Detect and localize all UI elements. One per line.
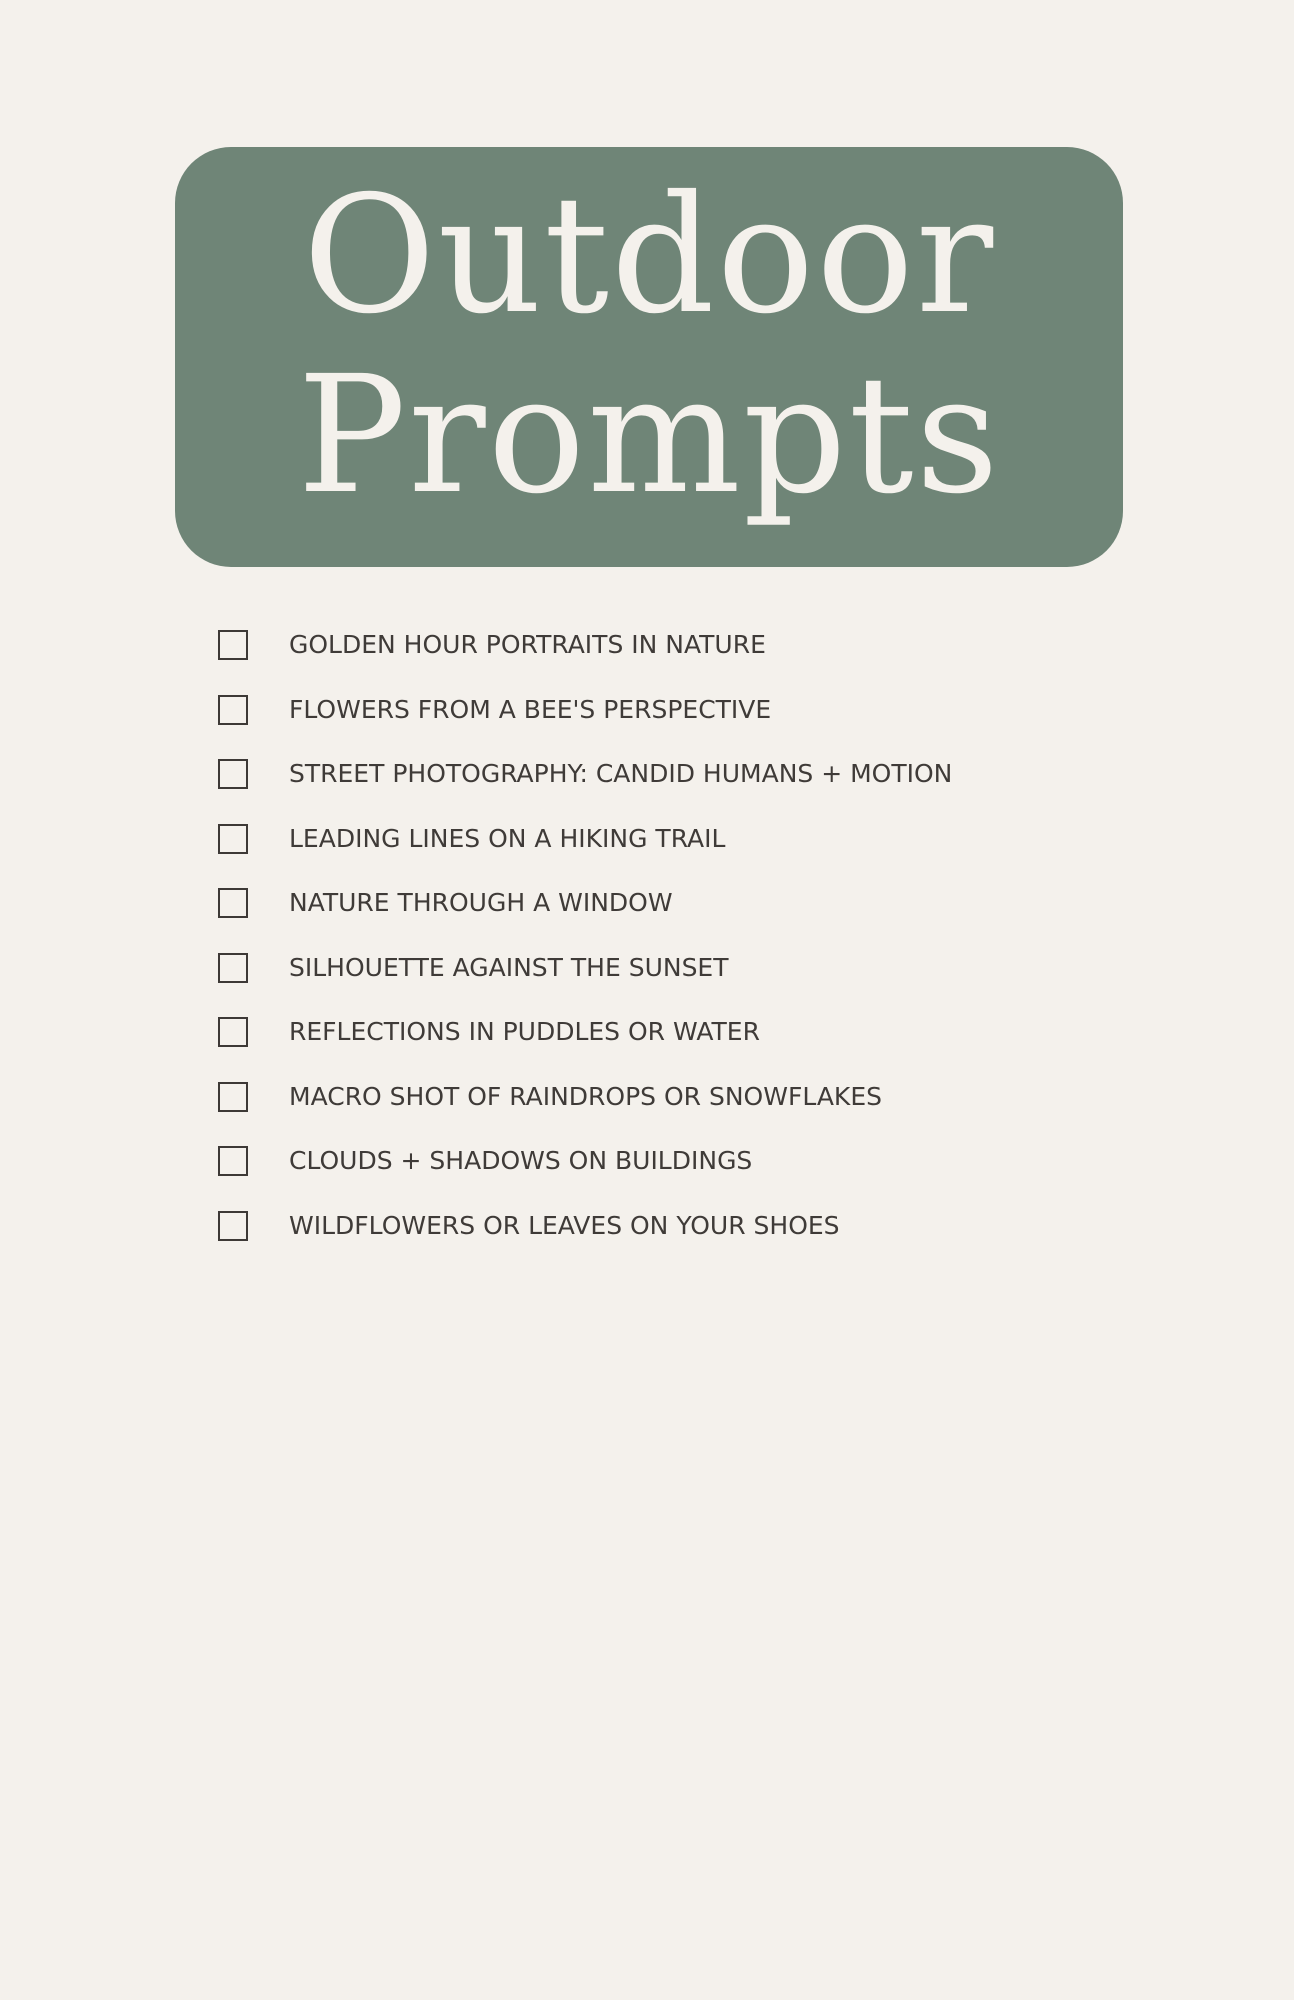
- checklist-item-label: CLOUDS + SHADOWS ON BUILDINGS: [289, 1146, 753, 1175]
- checklist-item-label: REFLECTIONS IN PUDDLES OR WATER: [289, 1017, 760, 1046]
- checklist-item: [218, 951, 1118, 1016]
- checklist-item-label: NATURE THROUGH A WINDOW: [289, 888, 673, 917]
- checkbox[interactable]: [218, 1082, 248, 1112]
- checklist-item: [218, 1015, 1118, 1080]
- checkbox[interactable]: [218, 695, 248, 725]
- title-card: [175, 147, 1123, 567]
- checkbox[interactable]: [218, 1017, 248, 1047]
- checklist-item: [218, 1209, 1118, 1274]
- checklist-item-label: WILDFLOWERS OR LEAVES ON YOUR SHOES: [289, 1210, 840, 1240]
- checklist-item: [218, 628, 1118, 693]
- checklist-item-label: MACRO SHOT OF RAINDROPS OR SNOWFLAKES: [289, 1081, 882, 1111]
- checkbox[interactable]: [218, 824, 248, 854]
- checkbox[interactable]: [218, 759, 248, 789]
- page-title-line-1: Outdoor: [302, 162, 996, 350]
- checklist-item: [218, 1080, 1118, 1145]
- checklist-item: [218, 1144, 1118, 1209]
- checklist-item-label: STREET PHOTOGRAPHY: CANDID HUMANS + MOTION: [289, 759, 953, 788]
- checklist-item-label: LEADING LINES ON A HIKING TRAIL: [289, 823, 726, 853]
- checklist-item: [218, 693, 1118, 758]
- checklist-item-label: GOLDEN HOUR PORTRAITS IN NATURE: [289, 630, 766, 659]
- checklist-item-label: SILHOUETTE AGAINST THE SUNSET: [289, 952, 729, 982]
- checklist-item: [218, 886, 1118, 951]
- checkbox[interactable]: [218, 953, 248, 983]
- prompt-checklist: [218, 628, 1118, 1273]
- checklist-item-label: FLOWERS FROM A BEE'S PERSPECTIVE: [289, 694, 772, 724]
- page-title-line-2: Prompts: [297, 342, 1001, 530]
- checkbox[interactable]: [218, 630, 248, 660]
- checkbox[interactable]: [218, 888, 248, 918]
- checkbox[interactable]: [218, 1211, 248, 1241]
- checklist-item: [218, 822, 1118, 887]
- checkbox[interactable]: [218, 1146, 248, 1176]
- checklist-item: [218, 757, 1118, 822]
